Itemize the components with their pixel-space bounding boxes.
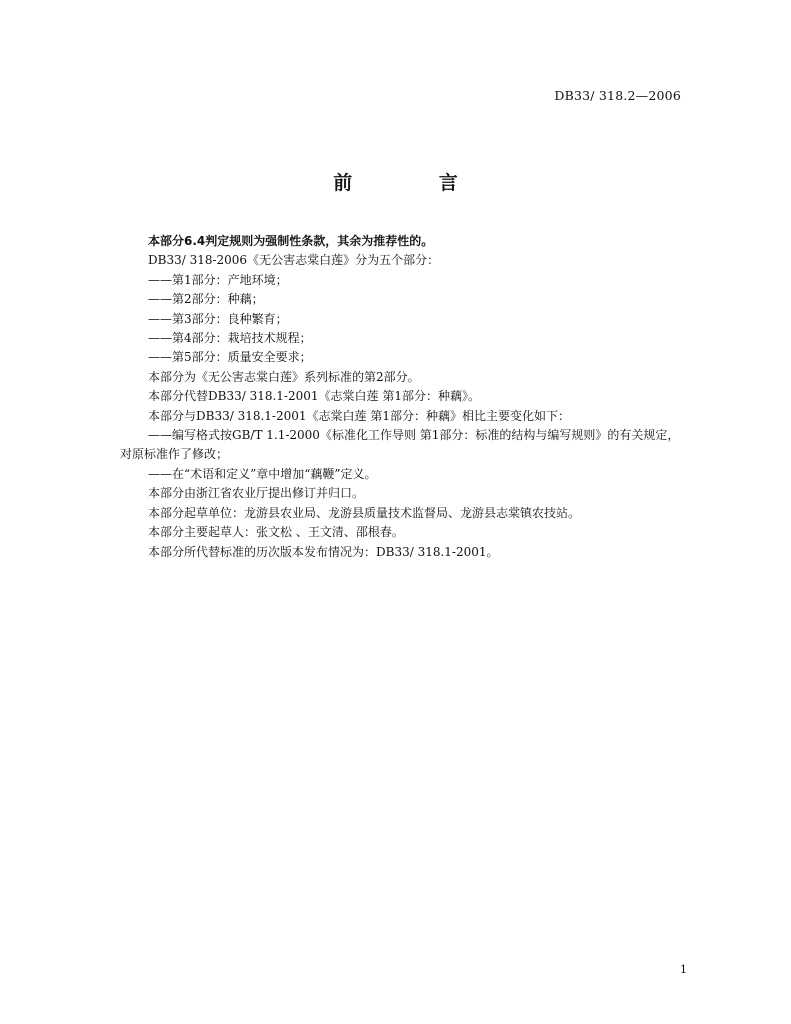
part-list-item: ——第5部分：质量安全要求； — [148, 350, 312, 365]
drafters-paragraph: 本部分主要起草人：张文松 、王文清、邵根春。 — [148, 525, 404, 540]
proposer-paragraph: 本部分由浙江省农业厅提出修订并归口。 — [148, 486, 365, 501]
change-list-item: ——在“术语和定义”章中增加“藕鞭”定义。 — [148, 466, 377, 481]
part-list-item: ——第3部分：良种繁育； — [148, 311, 288, 326]
page-number: 1 — [680, 963, 687, 976]
drafting-units-paragraph: 本部分起草单位：龙游县农业局、龙游县质量技术监督局、龙游县志棠镇农技站。 — [148, 505, 581, 520]
change-list-item: ——编写格式按GB/T 1.1-2000《标准化工作导则 第1部分：标准的结构与编写规则》的有关规定，对原标准作了修改； — [120, 428, 680, 462]
part-list-item: ——第2部分：种藕； — [148, 292, 264, 307]
parts-intro-paragraph: DB33/ 318-2006《无公害志棠白莲》分为五个部分： — [148, 253, 440, 268]
document-code: DB33/ 318.2—2006 — [554, 88, 681, 103]
replaces-paragraph: 本部分代替DB33/ 318.1-2001《志棠白莲 第1部分：种藕》。 — [148, 389, 480, 404]
page-title: 前 言 — [333, 172, 498, 194]
part-list-item: ——第4部分：栽培技术规程； — [148, 331, 312, 346]
series-paragraph: 本部分为《无公害志棠白莲》系列标准的第2部分。 — [148, 369, 420, 384]
mandatory-clause-paragraph: 本部分6.4判定规则为强制性条款，其余为推荐性的。 — [148, 234, 434, 248]
part-list-item: ——第1部分：产地环境； — [148, 272, 288, 287]
foreword-body — [120, 232, 690, 562]
changes-intro-paragraph: 本部分与DB33/ 318.1-2001《志棠白莲 第1部分：种藕》相比主要变化如下： — [148, 408, 570, 423]
previous-editions-paragraph: 本部分所代替标准的历次版本发布情况为：DB33/ 318.1-2001。 — [148, 544, 499, 559]
